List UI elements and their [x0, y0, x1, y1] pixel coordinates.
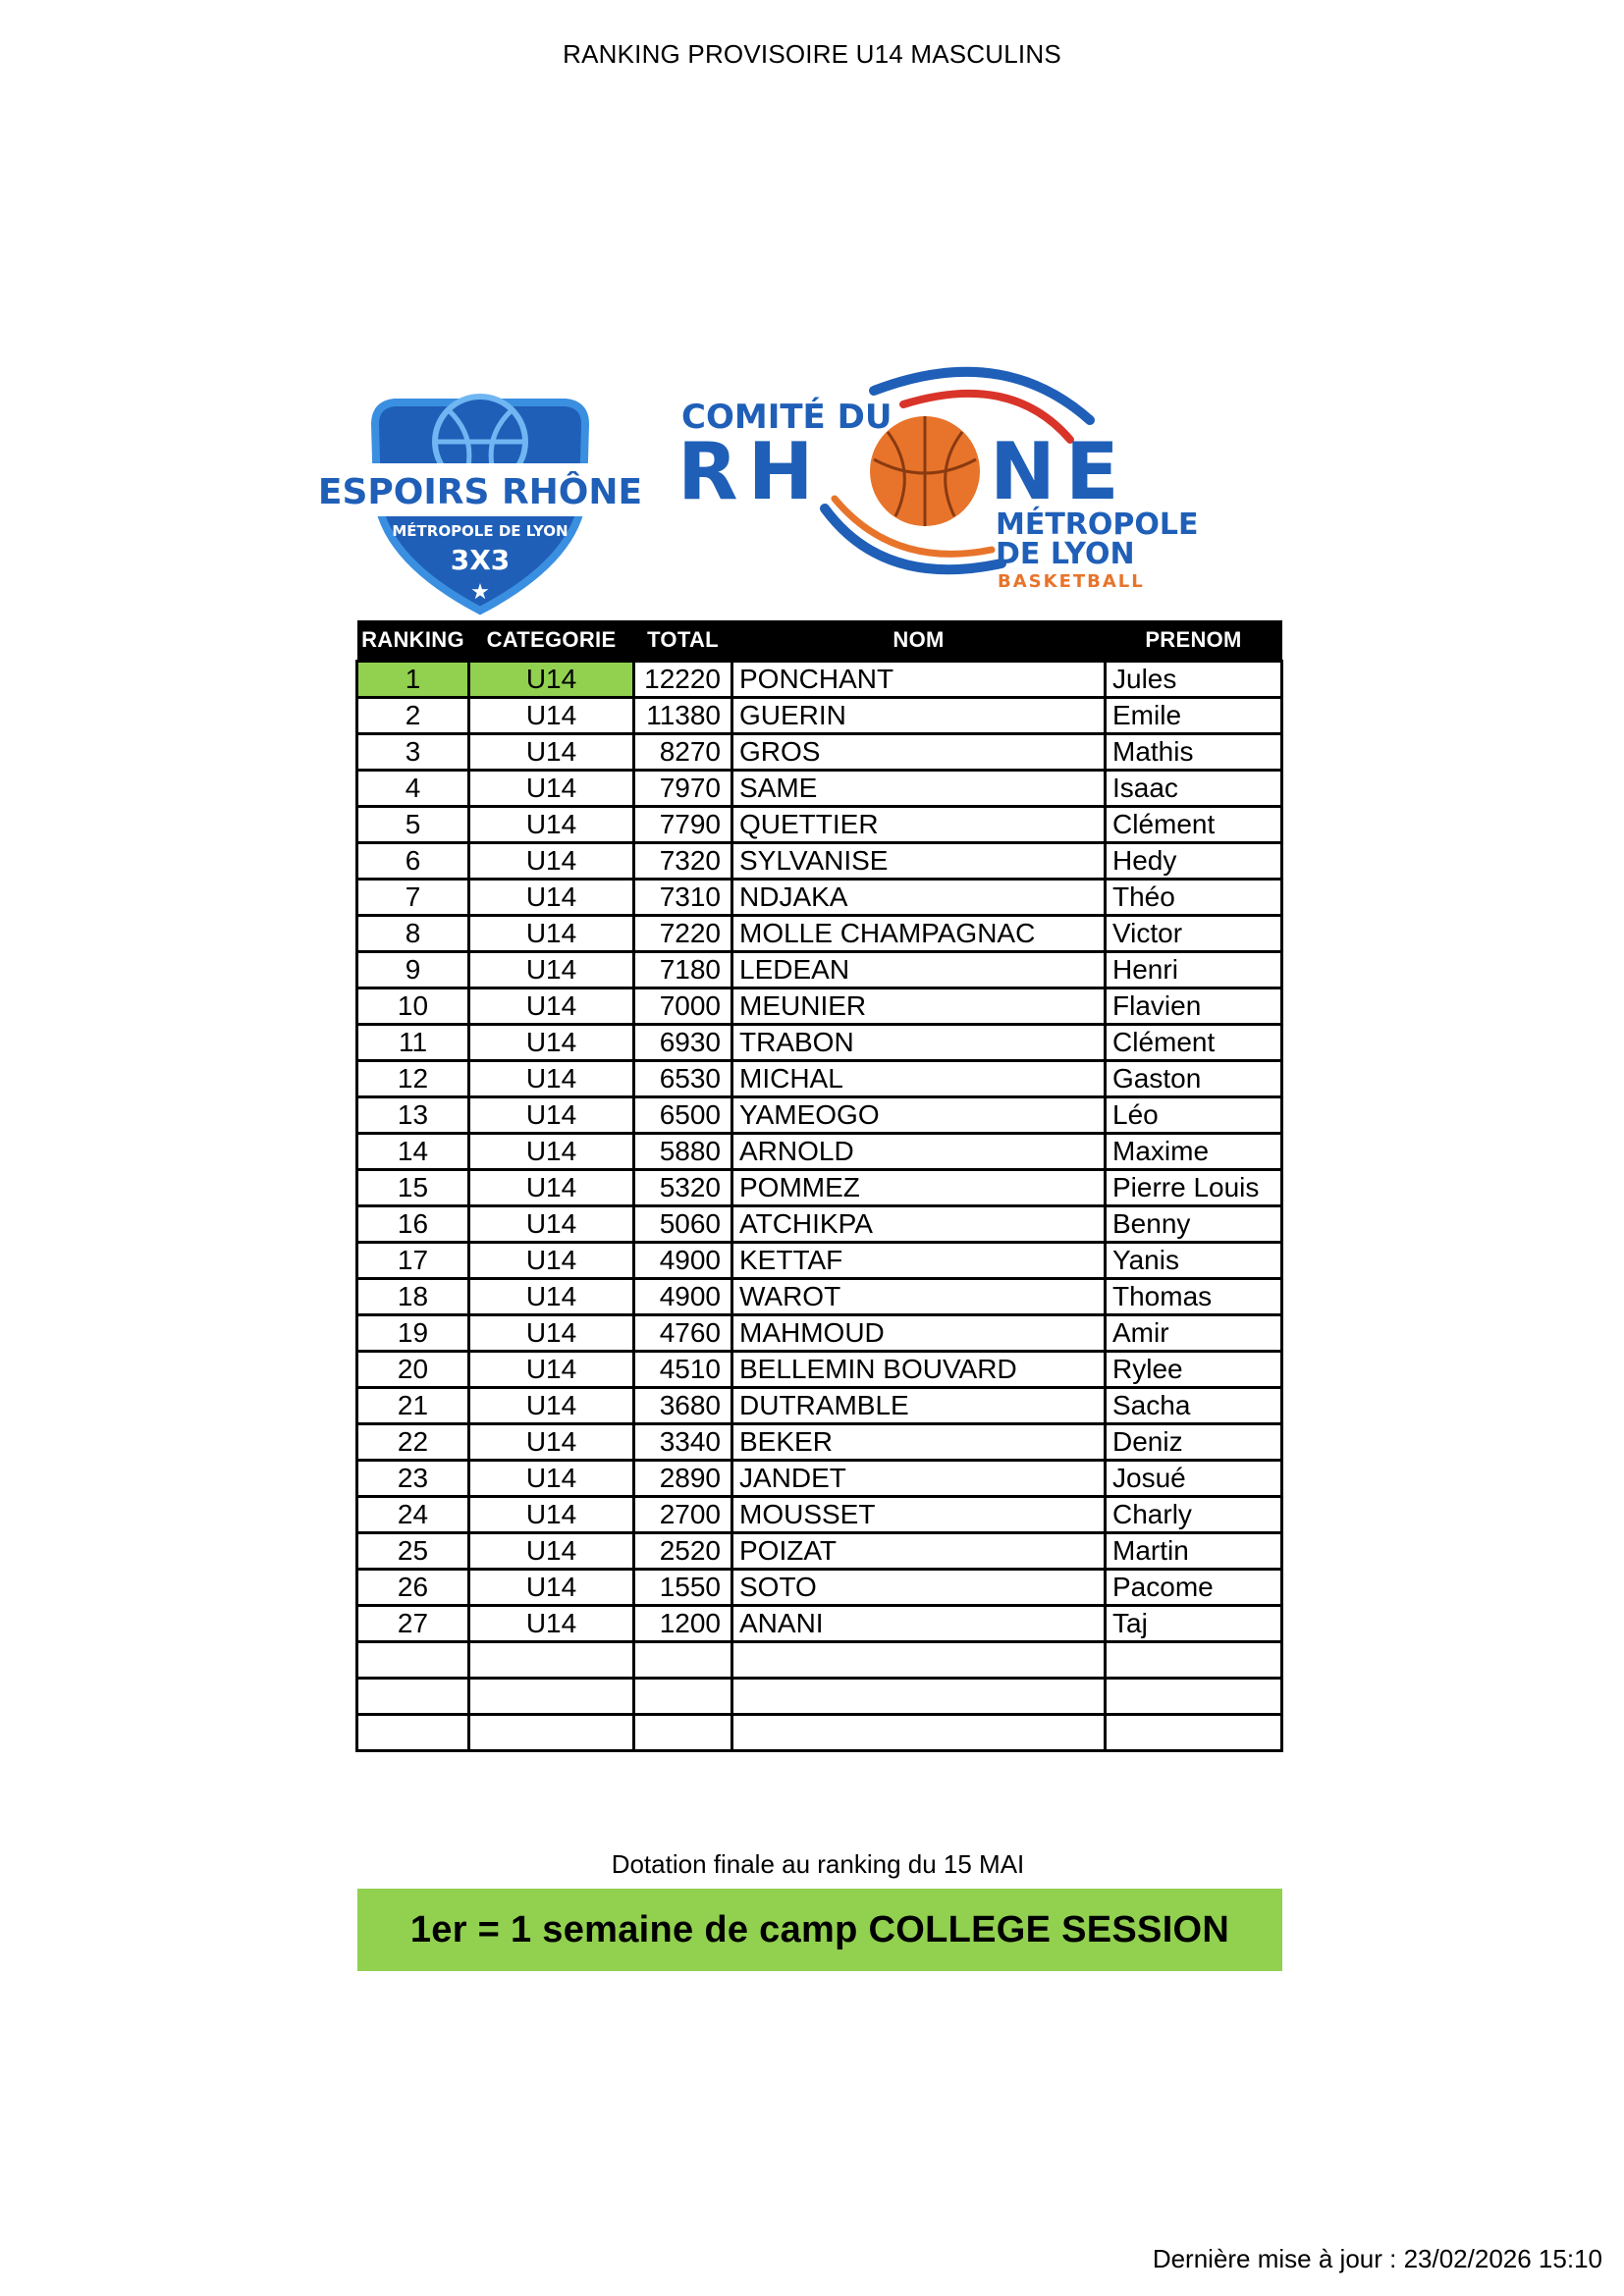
table-header-row	[357, 620, 1282, 662]
ranking-cell: 9	[357, 952, 469, 988]
total-cell: 7970	[634, 771, 732, 807]
ranking-cell: 15	[357, 1170, 469, 1206]
categorie-cell: U14	[469, 1424, 634, 1461]
prenom-cell: Amir	[1106, 1315, 1282, 1352]
header-nom: NOM	[732, 620, 1106, 662]
nom-cell: LEDEAN	[732, 952, 1106, 988]
prenom-cell: Thomas	[1106, 1279, 1282, 1315]
ranking-cell: 14	[357, 1134, 469, 1170]
header-prenom: PRENOM	[1106, 620, 1282, 662]
total-cell: 3680	[634, 1388, 732, 1424]
prenom-cell: Benny	[1106, 1206, 1282, 1243]
prenom-cell: Taj	[1106, 1606, 1282, 1642]
total-cell: 5320	[634, 1170, 732, 1206]
ranking-cell: 23	[357, 1461, 469, 1497]
table-row	[357, 1606, 1282, 1642]
categorie-cell: U14	[469, 734, 634, 771]
star-icon: ★	[470, 580, 490, 605]
ranking-cell	[357, 1679, 469, 1715]
nom-cell: MAHMOUD	[732, 1315, 1106, 1352]
categorie-cell: U14	[469, 1461, 634, 1497]
total-cell: 5880	[634, 1134, 732, 1170]
comite-line1: COMITÉ DU	[681, 398, 893, 437]
prenom-cell	[1106, 1715, 1282, 1751]
table-row	[357, 1715, 1282, 1751]
prenom-cell: Théo	[1106, 880, 1282, 916]
table-row	[357, 1679, 1282, 1715]
ranking-cell: 18	[357, 1279, 469, 1315]
table-row	[357, 1533, 1282, 1570]
nom-cell: BEKER	[732, 1424, 1106, 1461]
total-cell	[634, 1679, 732, 1715]
total-cell: 7320	[634, 843, 732, 880]
table-row	[357, 771, 1282, 807]
ranking-cell: 20	[357, 1352, 469, 1388]
nom-cell: PONCHANT	[732, 662, 1106, 698]
nom-cell: BELLEMIN BOUVARD	[732, 1352, 1106, 1388]
table-row	[357, 734, 1282, 771]
categorie-cell: U14	[469, 1388, 634, 1424]
ranking-cell: 25	[357, 1533, 469, 1570]
table-row	[357, 1134, 1282, 1170]
categorie-cell: U14	[469, 1570, 634, 1606]
espoirs-3x3: 3X3	[450, 544, 511, 576]
espoirs-rhone-logo	[317, 381, 643, 614]
prenom-cell: Sacha	[1106, 1388, 1282, 1424]
prenom-cell: Isaac	[1106, 771, 1282, 807]
total-cell: 6530	[634, 1061, 732, 1097]
ranking-cell: 21	[357, 1388, 469, 1424]
espoirs-subtitle: MÉTROPOLE DE LYON	[392, 522, 568, 540]
categorie-cell: U14	[469, 1606, 634, 1642]
nom-cell	[732, 1642, 1106, 1679]
total-cell: 7790	[634, 807, 732, 843]
ranking-cell: 13	[357, 1097, 469, 1134]
nom-cell: JANDET	[732, 1461, 1106, 1497]
total-cell: 7310	[634, 880, 732, 916]
ranking-cell: 6	[357, 843, 469, 880]
prenom-cell: Victor	[1106, 916, 1282, 952]
categorie-cell: U14	[469, 1533, 634, 1570]
ranking-cell: 8	[357, 916, 469, 952]
categorie-cell: U14	[469, 1243, 634, 1279]
table-row	[357, 1279, 1282, 1315]
table-row	[357, 880, 1282, 916]
categorie-cell: U14	[469, 771, 634, 807]
nom-cell: GROS	[732, 734, 1106, 771]
comite-line5: BASKETBALL	[998, 571, 1145, 592]
table-row	[357, 1570, 1282, 1606]
table-row	[357, 698, 1282, 734]
table-row	[357, 1461, 1282, 1497]
header-ranking: RANKING	[357, 620, 469, 662]
prenom-cell: Clément	[1106, 1025, 1282, 1061]
categorie-cell: U14	[469, 807, 634, 843]
table-body	[357, 662, 1282, 1751]
nom-cell: POMMEZ	[732, 1170, 1106, 1206]
table-row	[357, 1388, 1282, 1424]
prenom-cell: Deniz	[1106, 1424, 1282, 1461]
nom-cell: DUTRAMBLE	[732, 1388, 1106, 1424]
categorie-cell: U14	[469, 1097, 634, 1134]
categorie-cell: U14	[469, 1134, 634, 1170]
categorie-cell: U14	[469, 1279, 634, 1315]
prenom-cell: Maxime	[1106, 1134, 1282, 1170]
table-row	[357, 843, 1282, 880]
total-cell: 6500	[634, 1097, 732, 1134]
ranking-cell: 7	[357, 880, 469, 916]
prize-banner: 1er = 1 semaine de camp COLLEGE SESSION	[357, 1889, 1282, 1971]
total-cell: 1550	[634, 1570, 732, 1606]
prenom-cell: Pierre Louis	[1106, 1170, 1282, 1206]
categorie-cell: U14	[469, 1206, 634, 1243]
nom-cell: SYLVANISE	[732, 843, 1106, 880]
prenom-cell: Jules	[1106, 662, 1282, 698]
ranking-cell: 10	[357, 988, 469, 1025]
comite-rh: RH	[677, 426, 824, 517]
table-row	[357, 1206, 1282, 1243]
ranking-cell: 17	[357, 1243, 469, 1279]
total-cell: 4900	[634, 1243, 732, 1279]
prenom-cell: Josué	[1106, 1461, 1282, 1497]
categorie-cell: U14	[469, 698, 634, 734]
table-row	[357, 1025, 1282, 1061]
table-row	[357, 1170, 1282, 1206]
categorie-cell	[469, 1679, 634, 1715]
nom-cell: POIZAT	[732, 1533, 1106, 1570]
ranking-cell	[357, 1642, 469, 1679]
categorie-cell: U14	[469, 1170, 634, 1206]
ranking-cell: 11	[357, 1025, 469, 1061]
ranking-cell: 4	[357, 771, 469, 807]
categorie-cell: U14	[469, 662, 634, 698]
table-row	[357, 1497, 1282, 1533]
prenom-cell	[1106, 1679, 1282, 1715]
table-row	[357, 916, 1282, 952]
total-cell: 12220	[634, 662, 732, 698]
prenom-cell: Flavien	[1106, 988, 1282, 1025]
nom-cell: MOLLE CHAMPAGNAC	[732, 916, 1106, 952]
header-categorie: CATEGORIE	[469, 620, 634, 662]
categorie-cell: U14	[469, 1497, 634, 1533]
nom-cell: MICHAL	[732, 1061, 1106, 1097]
prenom-cell: Rylee	[1106, 1352, 1282, 1388]
prenom-cell: Mathis	[1106, 734, 1282, 771]
nom-cell: GUERIN	[732, 698, 1106, 734]
prenom-cell: Martin	[1106, 1533, 1282, 1570]
ranking-cell: 5	[357, 807, 469, 843]
comite-line4: DE LYON	[996, 537, 1135, 571]
table-row	[357, 1352, 1282, 1388]
table-row	[357, 1243, 1282, 1279]
ranking-cell: 12	[357, 1061, 469, 1097]
prenom-cell	[1106, 1642, 1282, 1679]
espoirs-title: ESPOIRS RHÔNE	[317, 472, 643, 512]
comite-ne: NE	[990, 426, 1129, 517]
categorie-cell: U14	[469, 1025, 634, 1061]
categorie-cell: U14	[469, 916, 634, 952]
ranking-cell: 16	[357, 1206, 469, 1243]
nom-cell: ATCHIKPA	[732, 1206, 1106, 1243]
total-cell: 8270	[634, 734, 732, 771]
table-row	[357, 1424, 1282, 1461]
total-cell: 3340	[634, 1424, 732, 1461]
prenom-cell: Henri	[1106, 952, 1282, 988]
nom-cell	[732, 1679, 1106, 1715]
total-cell	[634, 1642, 732, 1679]
prenom-cell: Charly	[1106, 1497, 1282, 1533]
table-row	[357, 952, 1282, 988]
table-row	[357, 662, 1282, 698]
prenom-cell: Emile	[1106, 698, 1282, 734]
total-cell: 6930	[634, 1025, 732, 1061]
nom-cell: KETTAF	[732, 1243, 1106, 1279]
table-row	[357, 1642, 1282, 1679]
ranking-cell: 19	[357, 1315, 469, 1352]
total-cell: 2700	[634, 1497, 732, 1533]
header-total: TOTAL	[634, 620, 732, 662]
nom-cell: ARNOLD	[732, 1134, 1106, 1170]
total-cell: 4760	[634, 1315, 732, 1352]
prenom-cell: Léo	[1106, 1097, 1282, 1134]
categorie-cell: U14	[469, 1061, 634, 1097]
nom-cell: QUETTIER	[732, 807, 1106, 843]
dotation-note: Dotation finale au ranking du 15 MAI	[611, 1849, 1025, 1879]
total-cell: 1200	[634, 1606, 732, 1642]
prenom-cell: Hedy	[1106, 843, 1282, 880]
nom-cell: MOUSSET	[732, 1497, 1106, 1533]
nom-cell: SAME	[732, 771, 1106, 807]
categorie-cell: U14	[469, 843, 634, 880]
categorie-cell: U14	[469, 952, 634, 988]
total-cell: 2890	[634, 1461, 732, 1497]
ranking-cell: 22	[357, 1424, 469, 1461]
categorie-cell: U14	[469, 880, 634, 916]
table-row	[357, 988, 1282, 1025]
total-cell	[634, 1715, 732, 1751]
page-title: RANKING PROVISOIRE U14 MASCULINS	[563, 39, 1061, 69]
comite-line3: MÉTROPOLE	[996, 507, 1199, 542]
ranking-table	[355, 620, 1283, 1752]
total-cell: 7220	[634, 916, 732, 952]
total-cell: 5060	[634, 1206, 732, 1243]
table-row	[357, 1097, 1282, 1134]
nom-cell: MEUNIER	[732, 988, 1106, 1025]
nom-cell: SOTO	[732, 1570, 1106, 1606]
ranking-cell: 1	[357, 662, 469, 698]
total-cell: 11380	[634, 698, 732, 734]
ranking-cell: 3	[357, 734, 469, 771]
ranking-cell: 26	[357, 1570, 469, 1606]
categorie-cell: U14	[469, 988, 634, 1025]
categorie-cell: U14	[469, 1352, 634, 1388]
prenom-cell: Clément	[1106, 807, 1282, 843]
total-cell: 7000	[634, 988, 732, 1025]
table-row	[357, 807, 1282, 843]
categorie-cell	[469, 1715, 634, 1751]
categorie-cell: U14	[469, 1315, 634, 1352]
prenom-cell: Pacome	[1106, 1570, 1282, 1606]
last-update: Dernière mise à jour : 23/02/2026 15:10	[1152, 2244, 1602, 2273]
nom-cell: NDJAKA	[732, 880, 1106, 916]
nom-cell: WAROT	[732, 1279, 1106, 1315]
prenom-cell: Gaston	[1106, 1061, 1282, 1097]
total-cell: 2520	[634, 1533, 732, 1570]
ranking-cell: 27	[357, 1606, 469, 1642]
nom-cell	[732, 1715, 1106, 1751]
nom-cell: ANANI	[732, 1606, 1106, 1642]
ranking-cell: 2	[357, 698, 469, 734]
ranking-cell: 24	[357, 1497, 469, 1533]
total-cell: 4900	[634, 1279, 732, 1315]
comite-rhone-logo	[677, 361, 1199, 593]
ranking-cell	[357, 1715, 469, 1751]
total-cell: 7180	[634, 952, 732, 988]
table-row	[357, 1315, 1282, 1352]
nom-cell: TRABON	[732, 1025, 1106, 1061]
total-cell: 4510	[634, 1352, 732, 1388]
prenom-cell: Yanis	[1106, 1243, 1282, 1279]
table-row	[357, 1061, 1282, 1097]
categorie-cell	[469, 1642, 634, 1679]
nom-cell: YAMEOGO	[732, 1097, 1106, 1134]
